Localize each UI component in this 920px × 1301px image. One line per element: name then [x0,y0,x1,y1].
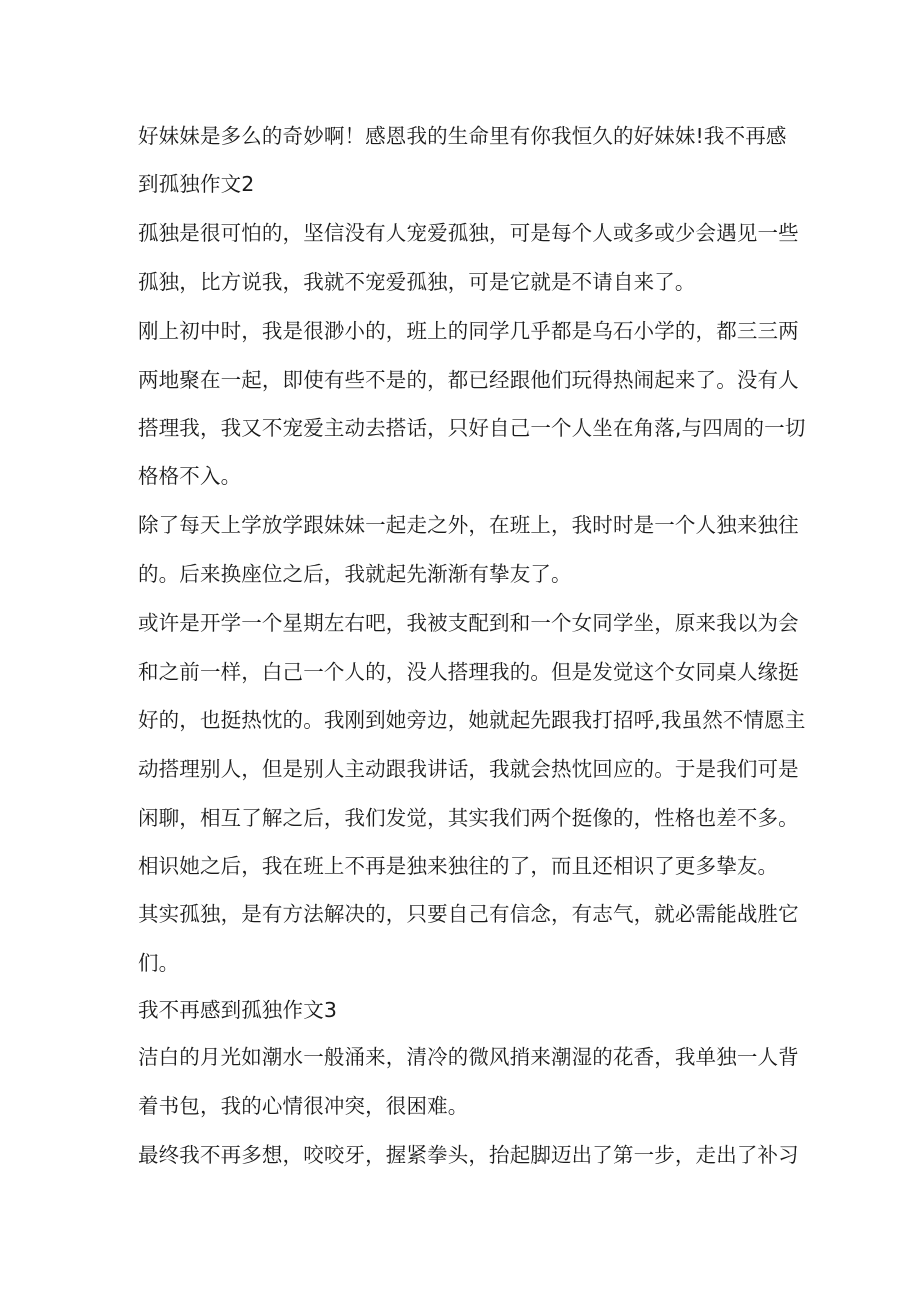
text-line: 格格不入。 [138,464,242,488]
text-line: 两地聚在一起，即使有些不是的，都已经跟他们玩得热闹起来了。没有人 [138,368,799,392]
text-line: 和之前一样，白己一个人的，没人搭理我的。但是发觉这个女同桌人缘挺 [138,660,799,684]
text-line: 孤独是很可怕的，坚信没有人宠爱孤独，可是每个人或多或少会遇见一些 [138,221,799,245]
text-line: 孤独，比方说我，我就不宠爱孤独，可是它就是不请自来了。 [138,270,696,294]
section-heading: 我不再感到孤独作文3 [138,998,338,1022]
text-line: 动搭理别人，但是别人主动跟我讲话，我就会热忱回应的。于是我们可是 [138,757,799,781]
text-line: 着书包，我的心情很冲突，很困难。 [138,1094,469,1118]
text-line: 其实孤独，是有方法解决的，只要自己有信念，有志气，就必需能战胜它 [138,902,799,926]
text-line: 刚上初中时，我是很渺小的，班上的同学几乎都是乌石小学的，都三三两 [138,319,799,343]
text-line: 除了每天上学放学跟妹妹一起走之外，在班上，我时时是一个人独来独往 [138,513,799,537]
section-heading: 到孤独作文2 [138,172,255,196]
text-line: 好的，也挺热忱的。我刚到她旁边，她就起先跟我打招呼,我虽然不情愿主 [138,708,806,732]
text-line: 搭理我，我又不宠爱主动去搭话，只好自己一个人坐在角落,与四周的一切 [138,416,806,440]
text-line: 们。 [138,951,180,975]
text-line: 或许是开学一个星期左右吧，我被支配到和一个女同学坐，原来我以为会 [138,611,799,635]
text-line: 最终我不再多想，咬咬牙，握紧拳头，抬起脚迈出了第一步，走出了补习 [138,1143,799,1167]
text-line: 闲聊，相互了解之后，我们发觉，其实我们两个挺像的，性格也差不多。 [138,806,799,830]
text-line: 好妹妹是多么的奇妙啊！感恩我的生命里有你我恒久的好妹妹!我不再感 [138,124,787,148]
text-line: 的。后来换座位之后，我就起先渐渐有挚友了。 [138,562,572,586]
text-line: 洁白的月光如潮水一般涌来，清冷的微风捎来潮湿的花香，我单独一人背 [138,1045,799,1069]
text-line: 相识她之后，我在班上不再是独来独往的了，而且还相识了更多挚友。 [138,854,779,878]
